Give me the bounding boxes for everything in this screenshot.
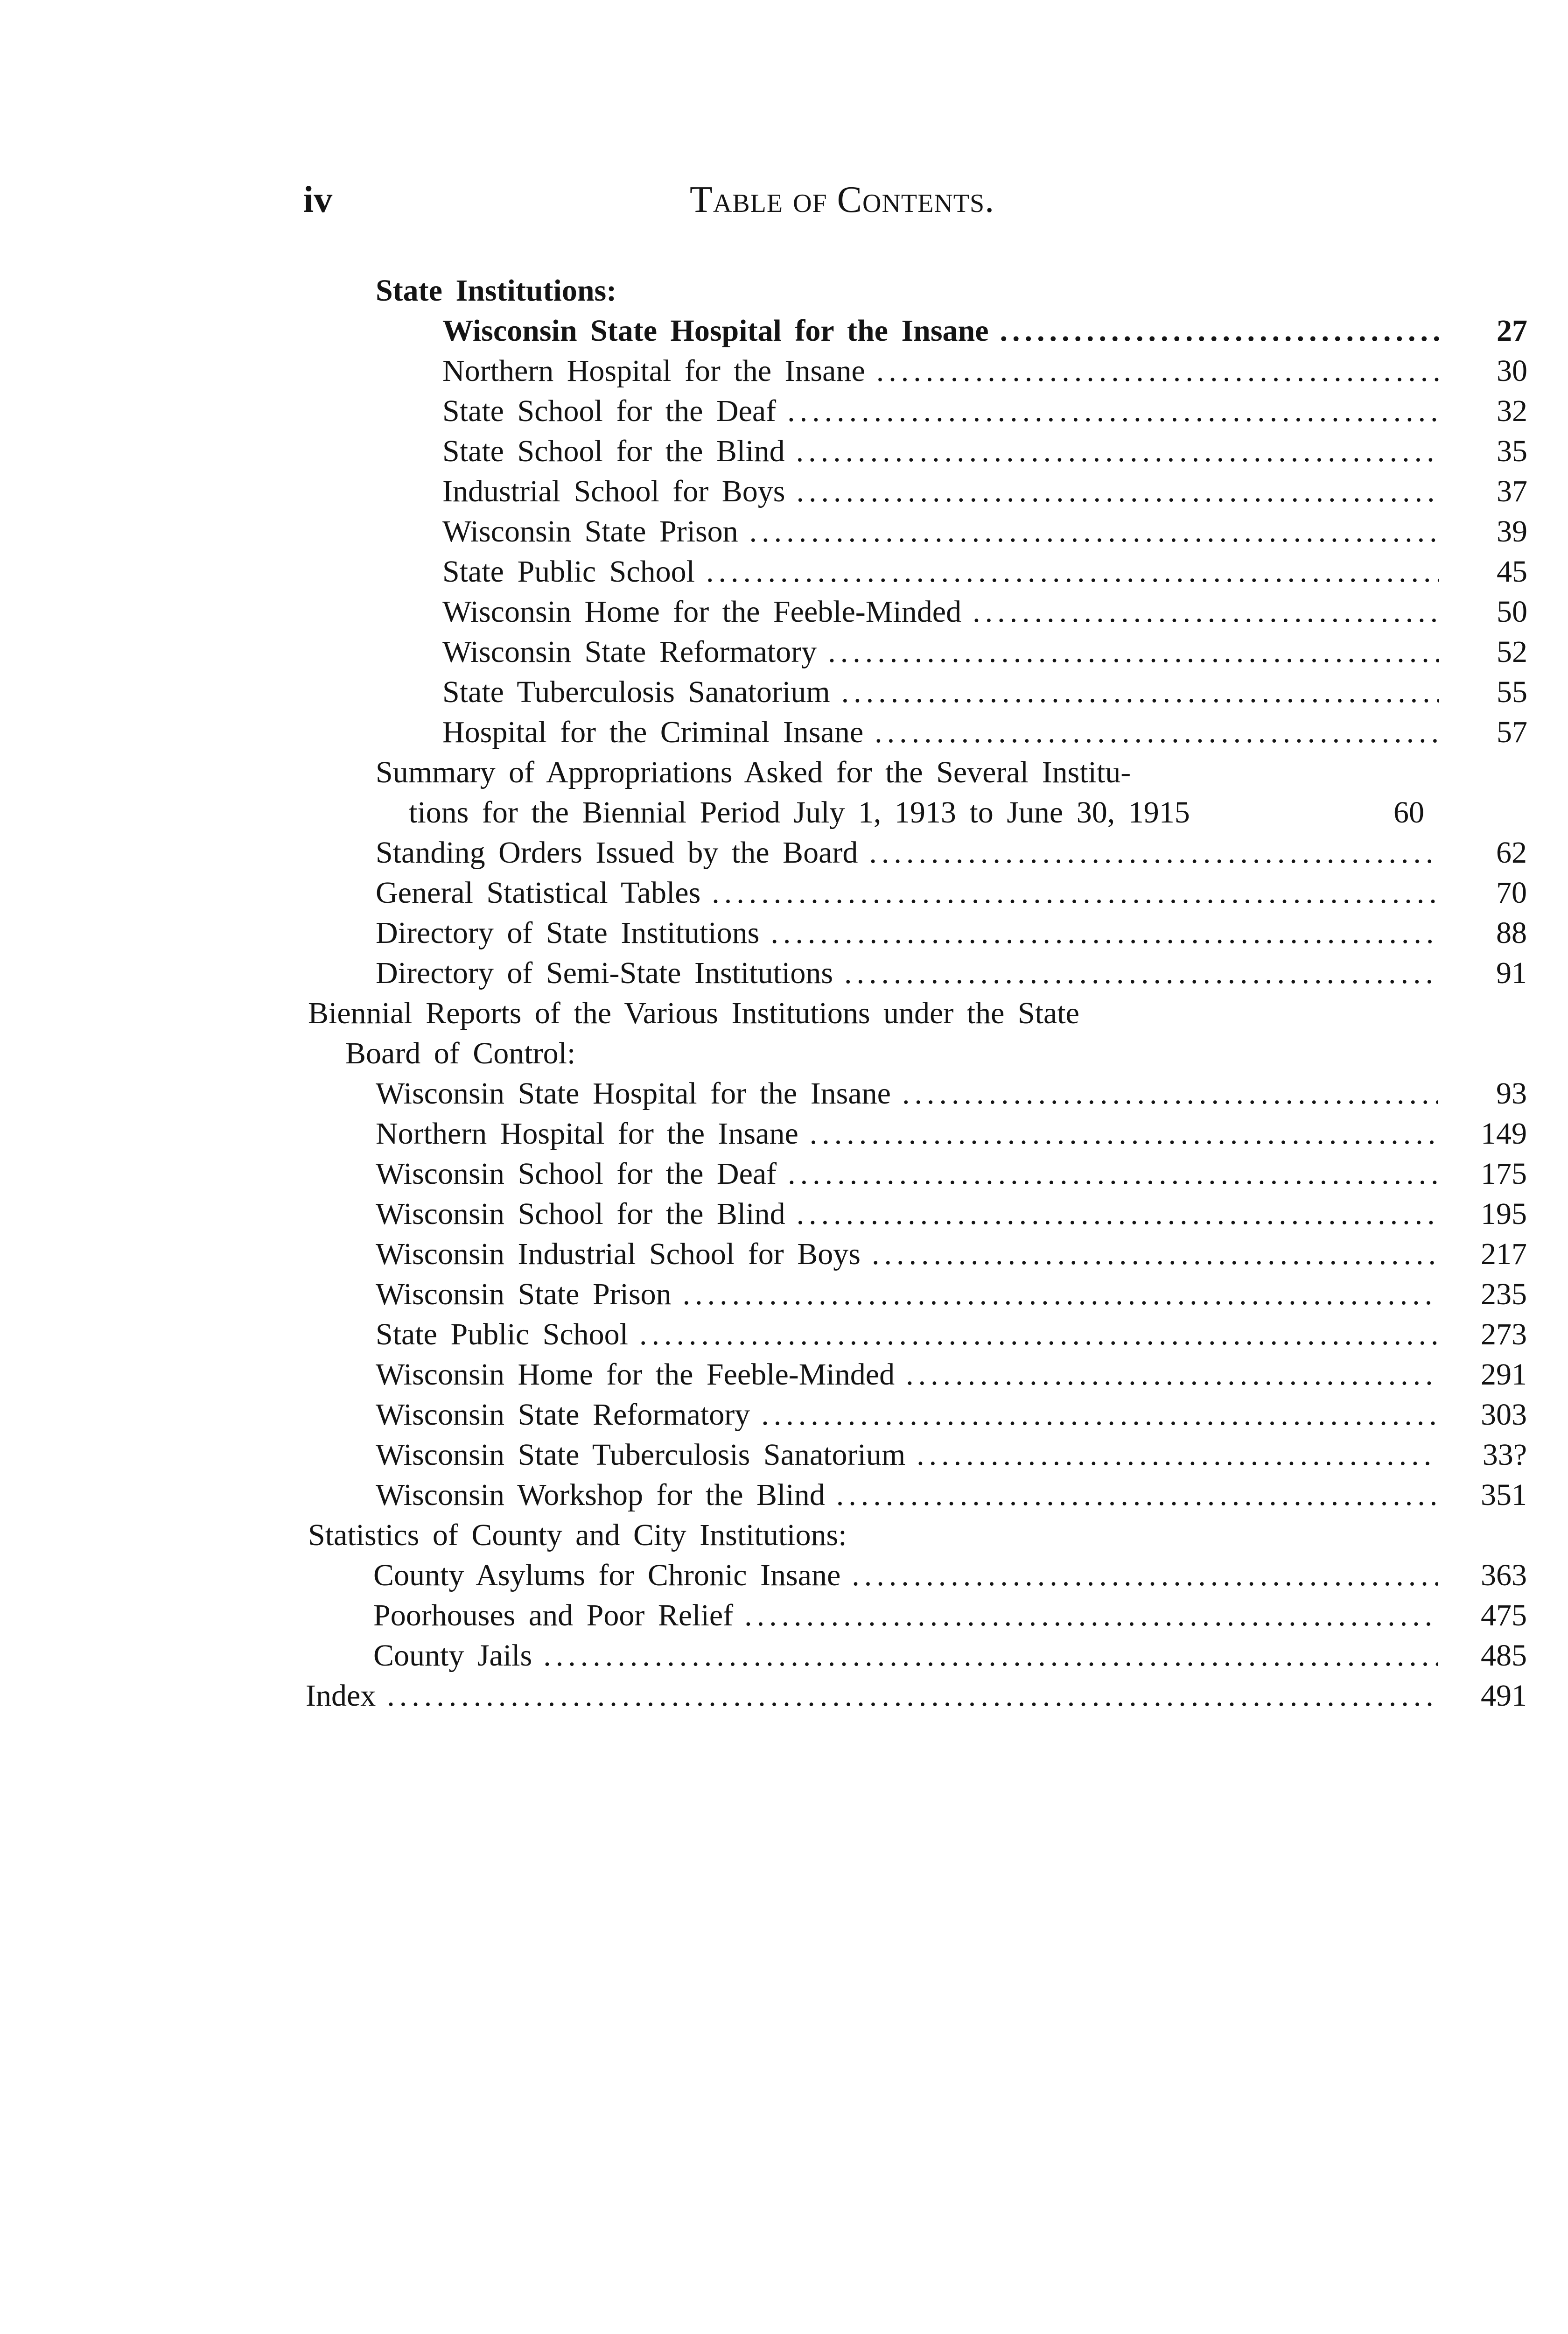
entry-page: 33? (1482, 1438, 1527, 1472)
toc-entry (442, 471, 1527, 512)
toc-entry (376, 873, 1527, 913)
dot-leader (787, 391, 1439, 431)
toc-entry-index (306, 1676, 1527, 1716)
entry-title: Wisconsin State Prison (442, 514, 738, 548)
entry-title: Directory of Semi-State Institutions (376, 956, 833, 990)
entry-page: 37 (1497, 474, 1527, 508)
dot-leader (875, 712, 1439, 752)
entry-title: Wisconsin State Tuberculosis Sanatorium (376, 1438, 906, 1472)
summary-line-1: Summary of Appropriations Asked for the Several Institu- (376, 755, 1131, 789)
dot-leader (836, 1475, 1438, 1515)
dot-leader (852, 1555, 1438, 1596)
entry-title: General Statistical Tables (376, 876, 701, 910)
toc-entry (376, 1355, 1527, 1395)
section-heading-state-institutions: State Institutions: (376, 274, 617, 308)
toc-entry (376, 1154, 1527, 1194)
dot-leader (683, 1274, 1438, 1315)
entry-title: Wisconsin Home for the Feeble-Minded (376, 1357, 895, 1392)
entry-page: 175 (1481, 1157, 1527, 1191)
toc-entry (376, 913, 1527, 953)
entry-title: Index (306, 1679, 376, 1713)
toc-entry (376, 1435, 1527, 1475)
entry-page: 491 (1481, 1679, 1527, 1713)
entry-page: 32 (1497, 394, 1527, 428)
dot-leader (973, 592, 1439, 632)
entry-page: 70 (1496, 876, 1527, 910)
entry-title: Hospital for the Criminal Insane (442, 715, 864, 749)
dot-leader (796, 471, 1439, 512)
entry-page: 45 (1497, 555, 1527, 589)
toc-entry (376, 833, 1527, 873)
entry-page: 35 (1497, 434, 1527, 468)
dot-leader (788, 1154, 1438, 1194)
entry-page: 303 (1481, 1398, 1527, 1432)
section-heading-county-institutions: Statistics of County and City Institutions: (308, 1518, 847, 1552)
toc-entry (442, 311, 1527, 351)
entry-title: Poorhouses and Poor Relief (373, 1598, 734, 1632)
entry-title: Northern Hospital for the Insane (442, 354, 865, 388)
toc-entry (442, 632, 1527, 672)
toc-entry (373, 1596, 1527, 1636)
section-heading-biennial-reports-cont: Board of Control: (345, 1036, 576, 1070)
summary-line-2: tions for the Biennial Period July 1, 1913 to June 30, 1915 (409, 795, 1190, 830)
entry-title: State Public School (376, 1317, 628, 1351)
toc-entry (373, 1636, 1527, 1676)
dot-leader (917, 1435, 1438, 1475)
dot-leader (828, 632, 1439, 672)
dot-leader (744, 1596, 1438, 1636)
dot-leader (639, 1315, 1438, 1355)
entry-page: 235 (1481, 1277, 1527, 1311)
toc-entry (373, 1555, 1527, 1596)
entry-title: Standing Orders Issued by the Board (376, 836, 858, 870)
dot-leader (906, 1355, 1438, 1395)
dot-leader (387, 1676, 1438, 1716)
dot-leader (872, 1234, 1438, 1274)
dot-leader (902, 1074, 1438, 1114)
entry-page: 273 (1481, 1317, 1527, 1351)
entry-page: 485 (1481, 1638, 1527, 1673)
entry-title: County Jails (373, 1638, 532, 1673)
entry-title: Wisconsin State Hospital for the Insane (376, 1076, 891, 1111)
entry-page: 363 (1481, 1558, 1527, 1592)
section-heading-biennial-reports: Biennial Reports of the Various Institutions under the State (308, 996, 1079, 1030)
entry-title: Wisconsin State Reformatory (442, 635, 817, 669)
entry-title: Wisconsin School for the Deaf (376, 1157, 777, 1191)
entry-title: Wisconsin Industrial School for Boys (376, 1237, 861, 1271)
entry-page: 50 (1497, 595, 1527, 629)
toc-entry (376, 1475, 1527, 1515)
dot-leader (712, 873, 1438, 913)
entry-page: 291 (1481, 1357, 1527, 1392)
running-head: Table of Contents. (690, 179, 995, 220)
entry-title: Industrial School for Boys (442, 474, 785, 508)
entry-title: Wisconsin State Prison (376, 1277, 672, 1311)
entry-title: Directory of State Institutions (376, 916, 760, 950)
dot-leader (810, 1114, 1438, 1154)
entry-page: 55 (1497, 675, 1527, 709)
dot-leader (543, 1636, 1438, 1676)
entry-page: 30 (1497, 354, 1527, 388)
entry-page: 93 (1496, 1076, 1527, 1111)
entry-title: County Asylums for Chronic Insane (373, 1558, 841, 1592)
entry-title: State School for the Blind (442, 434, 785, 468)
entry-page: 351 (1481, 1478, 1527, 1512)
toc-entry (376, 1274, 1527, 1315)
entry-title: Northern Hospital for the Insane (376, 1117, 798, 1151)
toc-entry (442, 712, 1527, 752)
entry-title: Wisconsin Home for the Feeble-Minded (442, 595, 962, 629)
entry-page: 91 (1496, 956, 1527, 990)
toc-entry (442, 672, 1527, 712)
toc-entry (442, 592, 1527, 632)
entry-title: Wisconsin State Reformatory (376, 1398, 750, 1432)
dot-leader (869, 833, 1438, 873)
toc-entry (442, 512, 1527, 552)
dot-leader (706, 552, 1439, 592)
entry-page: 57 (1497, 715, 1527, 749)
dot-leader (770, 913, 1438, 953)
toc-entry (376, 1395, 1527, 1435)
entry-page: 217 (1481, 1237, 1527, 1271)
entry-page: 475 (1481, 1598, 1527, 1632)
dot-leader (797, 1194, 1438, 1234)
entry-title: State School for the Deaf (442, 394, 777, 428)
entry-page: 27 (1497, 314, 1527, 348)
toc-entry (376, 1234, 1527, 1274)
entry-page: 52 (1497, 635, 1527, 669)
entry-page: 195 (1481, 1197, 1527, 1231)
toc-entry (376, 953, 1527, 993)
dot-leader (876, 351, 1439, 391)
entry-title: State Public School (442, 555, 695, 589)
entry-title: State Tuberculosis Sanatorium (442, 675, 830, 709)
toc-entry (376, 1315, 1527, 1355)
dot-leader (796, 431, 1439, 471)
toc-entry (376, 1194, 1527, 1234)
entry-page: 88 (1496, 916, 1527, 950)
toc-entry (376, 1074, 1527, 1114)
dot-leader (761, 1395, 1438, 1435)
entry-page: 62 (1496, 836, 1527, 870)
toc-entry (442, 351, 1527, 391)
dot-leader (844, 953, 1438, 993)
entry-page: 149 (1481, 1117, 1527, 1151)
dot-leader (749, 512, 1439, 552)
summary-page: 60 (1393, 795, 1424, 830)
toc-entry (376, 1114, 1527, 1154)
entry-title: Wisconsin State Hospital for the Insane (442, 314, 989, 348)
dot-leader (841, 672, 1439, 712)
toc-entry (442, 431, 1527, 471)
entry-page: 39 (1497, 514, 1527, 548)
entry-title: Wisconsin Workshop for the Blind (376, 1478, 825, 1512)
entry-title: Wisconsin School for the Blind (376, 1197, 785, 1231)
page-number: iv (303, 179, 333, 220)
toc-entry (442, 552, 1527, 592)
dot-leader (1000, 311, 1439, 351)
toc-entry (442, 391, 1527, 431)
